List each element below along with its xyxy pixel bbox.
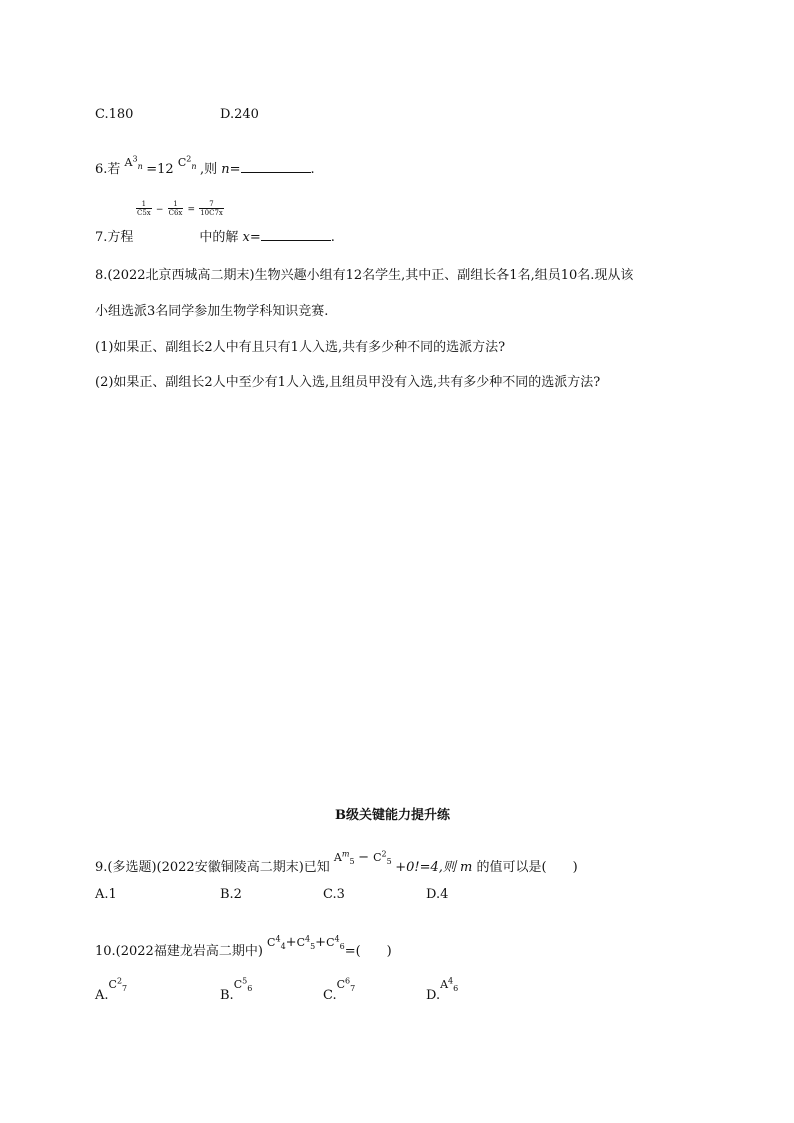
- q9-prefix: 9.(多选题)(2022安徽铜陵高二期末)已知: [95, 860, 330, 875]
- q9-arrangement: Am5: [333, 849, 355, 867]
- q7-frac1: $\frac{1}{C5x}$: [137, 200, 151, 217]
- q7-frac3: $\frac{7}{10C7x}$: [200, 200, 223, 217]
- q10-option-d: D.$^{A^4_6}$: [426, 976, 459, 1003]
- q7-middle: 中的解: [199, 230, 243, 245]
- q5-option-c: C.180: [95, 107, 134, 122]
- q9-minus: −: [358, 850, 369, 865]
- q10-plus1: +: [285, 935, 297, 950]
- q6-answer-blank[interactable]: [241, 160, 311, 173]
- q7-eq: =: [187, 205, 196, 215]
- question-8-line1: 8.(2022北京西城高二期末)生物兴趣小组有12名学生,其中正、副组长各1名,组员10名.现从该: [95, 268, 634, 283]
- q7-answer-blank[interactable]: [261, 228, 331, 241]
- q10-suffix: =( ): [344, 944, 392, 959]
- q6-prefix: 6.若: [95, 162, 121, 177]
- section-heading: B级关键能力提升练: [335, 808, 450, 823]
- q10-term1: C44: [267, 934, 286, 952]
- q10-option-c: C.$^{C^6_7}$: [323, 976, 356, 1003]
- q6-eqsign: =: [229, 162, 241, 177]
- q6-var: n: [221, 162, 230, 177]
- q5-option-d: D.240: [220, 107, 259, 122]
- q10-option-b: B.$^{C^5_6}$: [220, 976, 253, 1003]
- q9-suffix: 的值可以是( ): [472, 860, 578, 875]
- q7-var: x: [242, 230, 250, 245]
- question-9: [95, 849, 578, 875]
- q7-prefix: 7.方程: [95, 230, 134, 245]
- q9-var: m: [460, 860, 473, 875]
- q9-tail: +0!=4,则: [395, 860, 461, 875]
- q10-plus2: +: [315, 935, 327, 950]
- q7-end: .: [330, 230, 335, 245]
- q6-arrangement: A3n: [124, 154, 143, 172]
- q10-prefix: 10.(2022福建龙岩高二期中): [95, 944, 263, 959]
- question-7: [95, 226, 335, 245]
- question-8-part1: (1)如果正、副组长2人中有且只有1人入选,共有多少种不同的选派方法?: [95, 340, 506, 355]
- q10-option-a: A.$^{C^2_7}$: [95, 976, 128, 1003]
- q9-option-b: B.2: [220, 887, 242, 902]
- question-8-line2: 小组选派3名同学参加生物学科知识竞赛.: [95, 304, 329, 319]
- q9-option-c: C.3: [323, 887, 345, 902]
- question-10: [95, 934, 392, 959]
- q7-minus: −: [155, 205, 164, 215]
- q9-option-a: A.1: [95, 887, 117, 902]
- q6-end: .: [310, 162, 315, 177]
- q6-eq: =12: [146, 162, 174, 177]
- question-8-part2: (2)如果正、副组长2人中至少有1人入选,且组员甲没有入选,共有多少种不同的选派方法?: [95, 375, 601, 390]
- q9-option-d: D.4: [426, 887, 449, 902]
- q7-eqsign: =: [249, 230, 261, 245]
- q7-frac2: $\frac{1}{C6x}$: [168, 200, 183, 217]
- q10-term3: C46: [326, 934, 345, 952]
- q6-suffix: ,则: [200, 162, 222, 177]
- q6-combination: C2n: [177, 154, 197, 172]
- question-6: [95, 154, 315, 177]
- q10-term2: C45: [296, 934, 316, 952]
- q9-combination: C25: [373, 849, 392, 867]
- question-7-equation: [136, 200, 224, 217]
